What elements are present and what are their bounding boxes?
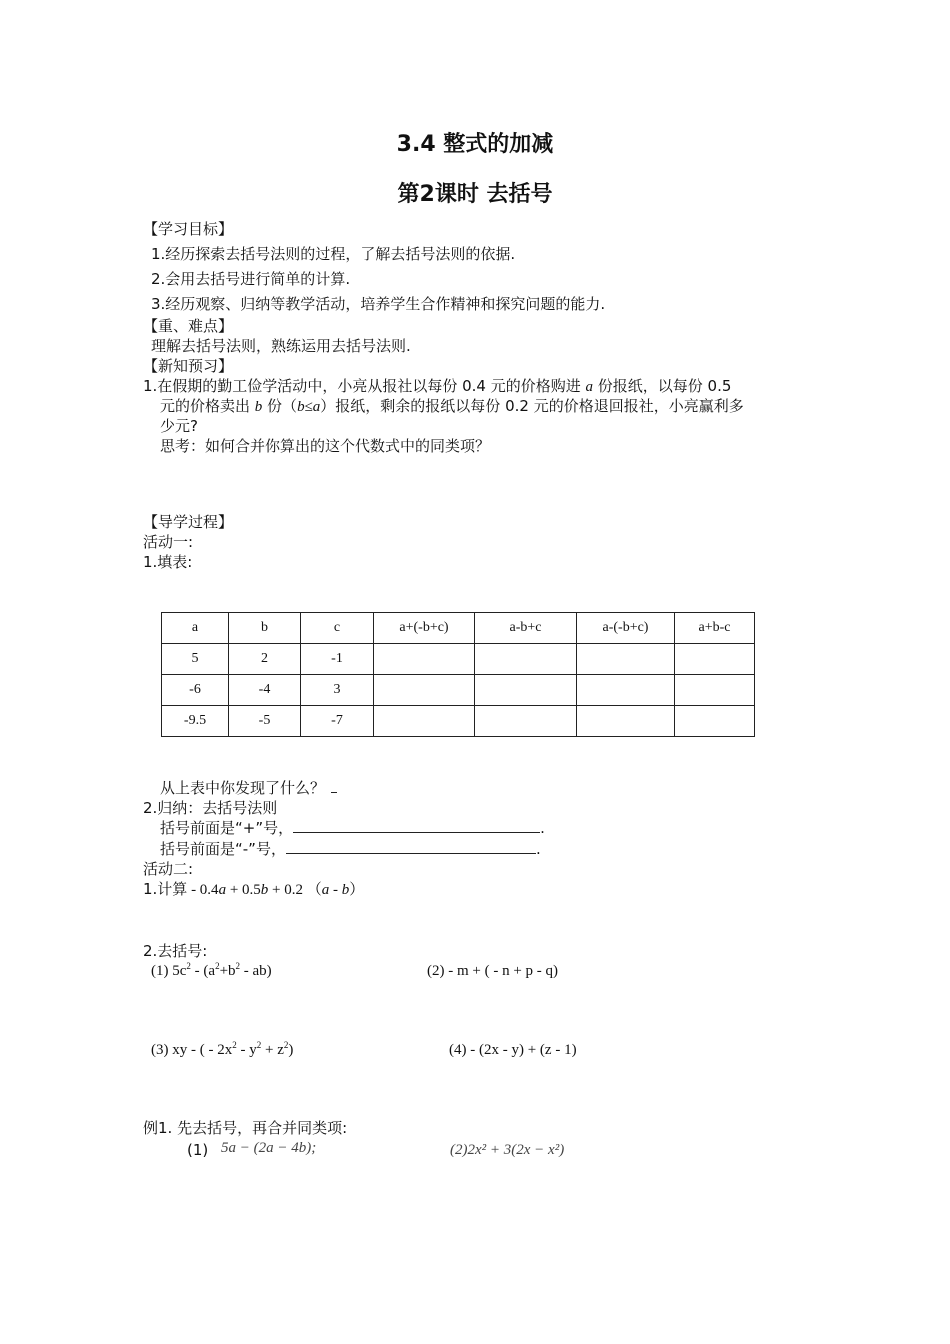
table-cell-blank <box>475 675 577 706</box>
activity1-label: 活动一: <box>143 533 194 551</box>
induction-label: 2.归纳：去括号法则 <box>143 799 278 817</box>
discover-question: 从上表中你发现了什么？ <box>160 778 337 798</box>
preview-q1-line3: 少元? <box>160 417 198 435</box>
objective-item: 1.经历探索去括号法则的过程，了解去括号法则的依据. <box>151 245 516 263</box>
keypoints-text: 理解去括号法则，熟练运用去括号法则. <box>151 337 411 355</box>
table-row <box>162 644 755 675</box>
page-subtitle: 第2课时 去括号 <box>397 182 553 207</box>
table-cell-blank <box>675 675 755 706</box>
table-cell: -1 <box>301 644 374 675</box>
preview-heading: 【新知预习】 <box>143 357 234 375</box>
table-header-cell: a <box>162 613 229 644</box>
page-title: 3.4 整式的加减 <box>396 132 554 157</box>
preview-q1-line1: 1.在假期的勤工俭学活动中，小亮从报社以每份 0.4 元的价格购进 a 份报纸，以每份 0.5 <box>143 377 732 395</box>
table-cell-blank <box>577 675 675 706</box>
objective-item: 2.会用去括号进行简单的计算. <box>151 270 351 288</box>
table-cell: -9.5 <box>162 706 229 737</box>
table-header-cell: a+b-c <box>675 613 755 644</box>
table-cell-blank <box>374 644 475 675</box>
example-label: 例1. 先去括号，再合并同类项: <box>143 1119 348 1137</box>
table-cell: 2 <box>229 644 301 675</box>
answer-blank[interactable] <box>286 839 536 854</box>
keypoints-heading: 【重、难点】 <box>143 317 234 335</box>
table-cell-blank <box>374 675 475 706</box>
table-cell: -6 <box>162 675 229 706</box>
table-cell-blank <box>374 706 475 737</box>
calc-problem: 1.计算 - 0.4a + 0.5b + 0.2 （a - b） <box>143 880 365 898</box>
example-1-label: (1) <box>187 1141 209 1159</box>
table-cell-blank <box>577 644 675 675</box>
fill-table-label: 1.填表: <box>143 553 193 571</box>
table-cell-blank <box>475 706 577 737</box>
table-cell: -4 <box>229 675 301 706</box>
preview-q1-line2: 元的价格卖出 b 份（b≤a）报纸，剩余的报纸以每份 0.2 元的价格退回报社，小亮赢利多 <box>160 397 744 415</box>
fill-table <box>161 612 755 737</box>
rule-minus: 括号前面是“-”号， . <box>160 840 541 858</box>
table-cell-blank <box>577 706 675 737</box>
problem-2: (2) - m + ( - n + p - q) <box>427 963 559 979</box>
problem-1: (1) $5c^2 - (a^2+b^2 - ab)$ <box>151 961 272 979</box>
table-cell: -7 <box>301 706 374 737</box>
answer-blank[interactable] <box>293 818 540 833</box>
table-cell-blank <box>675 706 755 737</box>
table-cell: 5 <box>162 644 229 675</box>
process-heading: 【导学过程】 <box>143 513 234 531</box>
table-header-cell: c <box>301 613 374 644</box>
table-header-cell: a+(-b+c) <box>374 613 475 644</box>
objective-item: 3.经历观察、归纳等教学活动，培养学生合作精神和探究问题的能力. <box>151 295 606 313</box>
table-row <box>162 675 755 706</box>
table-header-cell: a-(-b+c) <box>577 613 675 644</box>
answer-blank[interactable] <box>331 778 337 793</box>
rule-plus: 括号前面是“+”号， . <box>160 819 545 837</box>
problem-4: (4) - (2x - y) + (z - 1) <box>449 1042 577 1058</box>
example-2-expr: (2)2x² + 3(2x − x²) <box>450 1142 565 1158</box>
example-1-expr: 5a − (2a − 4b); <box>221 1140 317 1156</box>
table-row <box>162 706 755 737</box>
table-cell-blank <box>475 644 577 675</box>
activity2-label: 活动二: <box>143 860 194 878</box>
table-header-cell: a-b+c <box>475 613 577 644</box>
table-header-cell: b <box>229 613 301 644</box>
problem-3: (3) xy - ( - $2x^2 - y^2 + z^2$) <box>151 1040 294 1058</box>
table-cell: -5 <box>229 706 301 737</box>
table-cell: 3 <box>301 675 374 706</box>
objectives-heading: 【学习目标】 <box>143 220 234 238</box>
preview-think: 思考：如何合并你算出的这个代数式中的同类项？ <box>160 437 491 455</box>
table-cell-blank <box>675 644 755 675</box>
table-header-row <box>162 613 755 644</box>
remove-brackets-label: 2.去括号: <box>143 942 208 960</box>
